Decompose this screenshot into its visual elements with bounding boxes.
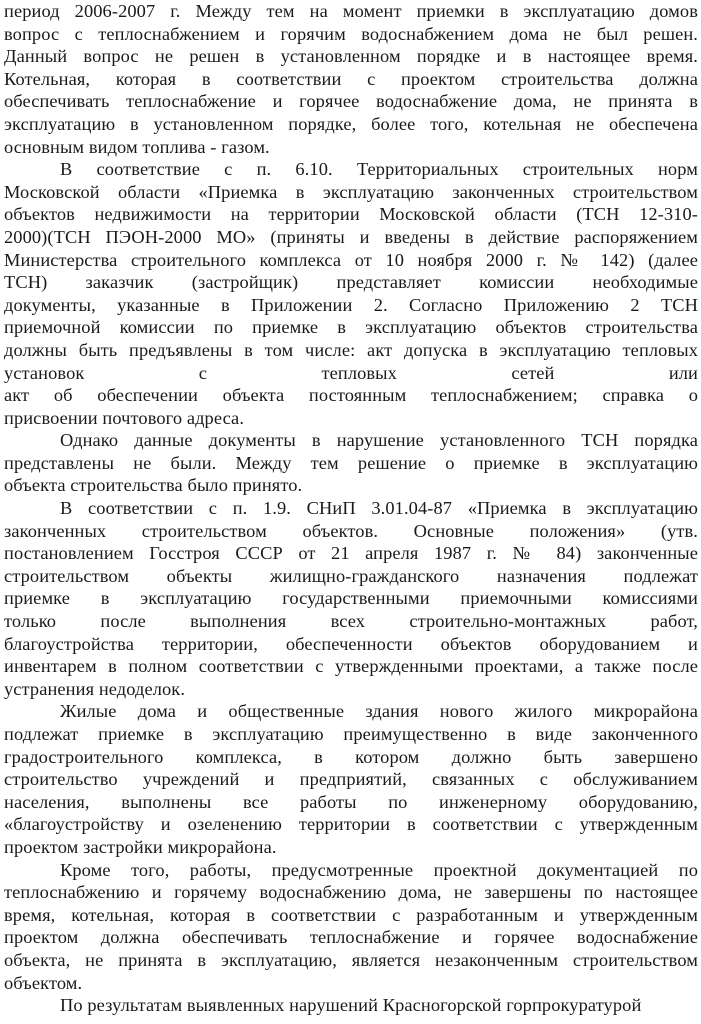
text-line: проектом должна обеспечивать теплоснабжение и горячее водоснабжение (4, 927, 698, 948)
text-line: Кроме того, работы, предусмотренные проектной документацией по (60, 859, 698, 880)
paragraph (4, 700, 698, 858)
text-line: обеспечивать теплоснабжение и горячее водоснабжение дома, не принята в (4, 91, 698, 112)
text-line: ТСН) заказчик (застройщик) представляет комиссии необходимые (4, 272, 698, 293)
text-line: установок с тепловых сетей или (4, 362, 698, 383)
text-line: Министерства строительного комплекса от 10 ноября 2000 г. № 142) (далее (4, 249, 698, 270)
text-line: постановлением Госстроя СССР от 21 апреля 1987 г. № 84) законченные (4, 543, 698, 564)
text-line: строительство учреждений и предприятий, связанных с обслуживанием (4, 769, 698, 790)
text-line: «благоустройству и озеленению территории в соответствии с утвержденным (4, 814, 698, 835)
text-line: приемочной комиссии по приемке в эксплуатацию объектов строительства (4, 317, 698, 338)
text-line: градостроительного комплекса, в котором должно быть завершено (4, 746, 698, 767)
text-line: Данный вопрос не решен в установленном порядке и в настоящее время. (4, 46, 698, 67)
text-line: В соответствие с п. 6.10. Территориальных строительных норм (60, 159, 698, 180)
paragraph (4, 859, 698, 995)
text-line: 2000)(ТСН ПЭОН-2000 МО» (приняты и введены в действие распоряжением (4, 226, 698, 247)
text-line: документы, указанные в Приложении 2. Согласно Приложению 2 ТСН (4, 294, 698, 315)
text-line: инвентарем в полном соответствии с утвержденными проектами, а также после (4, 656, 698, 677)
paragraph (4, 158, 698, 429)
text-line: время, котельная, которая в соответствии с разработанным и утвержденным (4, 904, 698, 925)
text-line: Жилые дома и общественные здания нового жилого микрорайона (60, 701, 698, 722)
text-line: объекта строительства было принято. (4, 475, 303, 496)
text-line: населения, выполнены все работы по инженерному оборудованию, (4, 791, 698, 812)
text-line: объектом. (4, 972, 83, 993)
text-line: В соответствии с п. 1.9. СНиП 3.01.04-87 «Приемка в эксплуатацию (60, 498, 698, 519)
paragraph (4, 994, 698, 1017)
paragraph (4, 0, 698, 158)
text-line: вопрос с теплоснабжением и горячим водоснабжением дома не был решен. (4, 23, 698, 44)
text-line: теплоснабжению и горячему водоснабжению дома, не завершены по настоящее (4, 882, 698, 903)
text-line: объекта, не принята в эксплуатацию, является незаконченным строительством (4, 949, 698, 970)
text-line: Московской области «Приемка в эксплуатацию законченных строительством (4, 181, 698, 202)
text-line: представлены не были. Между тем решение о приемке в эксплуатацию (4, 452, 698, 473)
text-line: только после выполнения всех строительно-монтажных работ, (4, 611, 698, 632)
text-line: По результатам выявленных нарушений Красногорской горпрокуратурой (60, 995, 642, 1016)
document-body (4, 0, 698, 1017)
text-line: благоустройства территории, обеспеченности объектов оборудованием и (4, 633, 698, 654)
text-line: должны быть предъявлены в том числе: акт допуска в эксплуатацию тепловых (4, 339, 698, 360)
text-line: присвоении почтового адреса. (4, 407, 245, 428)
text-line: Котельная, которая в соответствии с проектом строительства должна (4, 68, 698, 89)
paragraph (4, 497, 698, 700)
text-line: объектов недвижимости на территории Московской области (ТСН 12-310- (4, 204, 698, 225)
text-line: основным видом топлива - газом. (4, 136, 270, 157)
text-line: период 2006-2007 г. Между тем на момент приемки в эксплуатацию домов (4, 1, 698, 21)
text-line: эксплуатацию в установленном порядке, более того, котельная не обеспечена (4, 113, 698, 134)
text-line: устранения недоделок. (4, 678, 186, 699)
text-line: приемке в эксплуатацию государственными приемочными комиссиями (4, 588, 698, 609)
paragraph (4, 429, 698, 497)
text-line: законченных строительством объектов. Основные положения» (утв. (4, 520, 698, 541)
text-line: строительством объекты жилищно-гражданского назначения подлежат (4, 565, 698, 586)
text-line: акт об обеспечении объекта постоянным теплоснабжением; справка о (4, 385, 698, 406)
text-line: подлежат приемке в эксплуатацию преимущественно в виде законченного (4, 724, 698, 744)
text-line: проектом застройки микрорайона. (4, 836, 277, 857)
text-line: Однако данные документы в нарушение установленного ТСН порядка (60, 430, 698, 451)
